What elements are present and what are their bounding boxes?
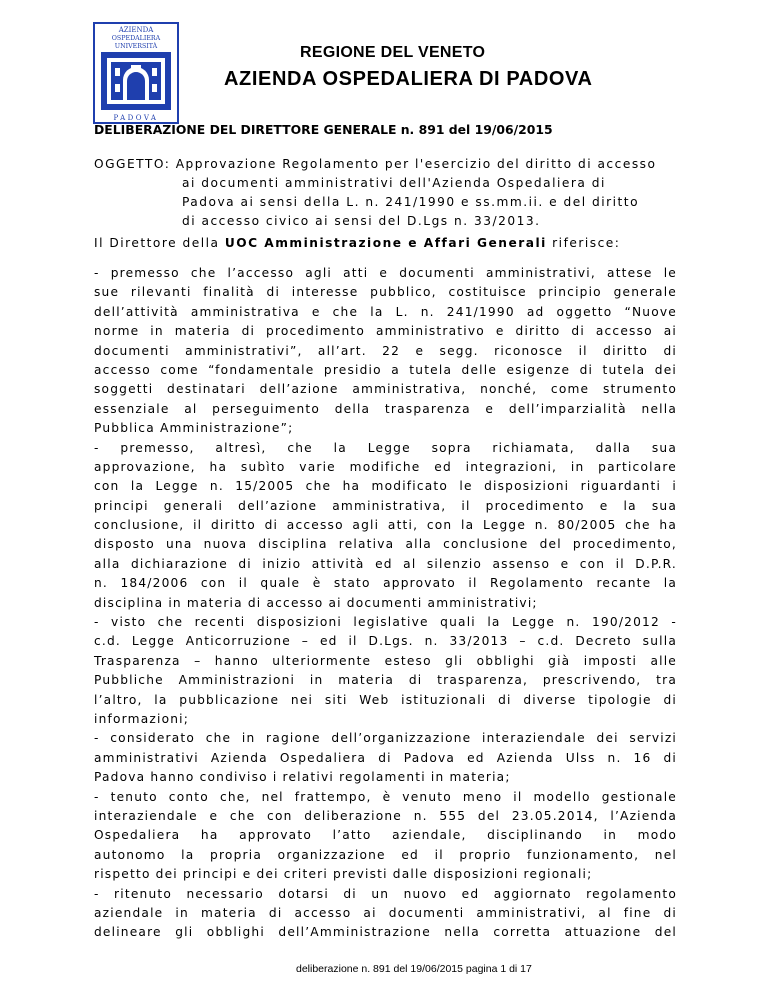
body-line: principi generali dell’azione amministrativa, il procedimento e la sua [94,498,677,513]
logo-text-line4: PADOVA [113,114,159,122]
body-text [94,264,677,943]
body-line: n. 184/2006 con il quale è stato approvato il Regolamento recante la [94,576,677,591]
body-line: approvazione, ha subìto varie modifiche ed integrazioni, in particolare [94,459,677,474]
hospital-logo [93,22,179,124]
body-line: - ritenuto necessario dotarsi di un nuovo ed aggiornato regolamento [94,886,677,901]
body-line: delineare gli obblighi dell’Amministrazione nella corretta attuazione del [94,925,677,940]
body-line: autonomo la propria organizzazione ed il proprio funzionamento, nel [94,847,677,862]
logo-text-line2: OSPEDALIERA [111,35,161,42]
body-line: conclusione, il diritto di accesso agli atti, con la Legge n. 80/2005 che ha [94,518,677,533]
subject-line: di accesso civico ai sensi del D.Lgs n. 33/2013. [182,214,541,228]
subject-line: OGGETTO: Approvazione Regolamento per l'esercizio del diritto di accesso [94,157,657,171]
subject-block [94,155,677,231]
body-line: accesso come “fondamentale presidio a tutela delle esigenze di tutela dei [94,362,677,377]
deliberation-title: DELIBERAZIONE DEL DIRETTORE GENERALE n. 891 del 19/06/2015 [94,122,553,137]
body-line: Padova hanno condiviso i relativi regolamenti in materia; [94,770,511,785]
body-line: rispetto dei principi e dei criteri previsti dalle disposizioni regionali; [94,867,593,882]
body-line: alla dichiarazione di inizio attività ed al silenzio assenso e con il D.P.R. [94,556,677,571]
intro-unit: UOC Amministrazione e Affari Generali [224,236,547,250]
body-line: - premesso che l’accesso agli atti e documenti amministrativi, attese le [94,266,677,280]
region-heading: REGIONE DEL VENETO [300,44,486,61]
logo-text-line3: UNIVERSITÀ [114,43,158,50]
body-line: disposto una nuova disciplina relativa alla conclusione del procedimento, [94,537,677,552]
intro-prefix: Il Direttore della [94,236,225,250]
body-line: con la Legge n. 15/2005 che ha modificato le disposizioni riguardanti i [94,479,677,494]
subject-line: ai documenti amministrativi dell'Azienda Ospedaliera di [182,176,606,190]
body-line: disciplina in materia di accesso ai documenti amministrativi; [94,595,538,610]
intro-suffix: riferisce: [546,236,621,250]
logo-text-line1: AZIENDA [118,26,154,34]
hospital-heading: AZIENDA OSPEDALIERA DI PADOVA [224,68,593,90]
body-line: dell’attività amministrativa e che la L. n. 241/1990 ad oggetto “Nuove [94,304,677,319]
body-line: l’altro, la pubblicazione nei siti Web istituzionali di diverse tipologie di [94,692,677,707]
body-line: documenti amministrativi”, all’art. 22 e segg. riconosce il diritto di [94,343,677,358]
page-footer: deliberazione n. 891 del 19/06/2015 pagina 1 di 17 [296,963,532,975]
body-line: aziendale in materia di accesso ai documenti amministrativi, al fine di [94,905,677,920]
body-line: interaziendale e che con deliberazione n. 555 del 23.05.2014, l’Azienda [94,808,677,823]
body-line: norme in materia di procedimento amministrativo e diritto di accesso ai [94,324,677,339]
body-line: Ospedaliera ha approvato l’atto aziendale, disciplinando in modo [94,828,677,843]
body-line: informazioni; [94,711,190,726]
body-line: - tenuto conto che, nel frattempo, è venuto meno il modello gestionale [94,789,677,804]
body-line: - visto che recenti disposizioni legislative quali la Legge n. 190/2012 - [94,615,677,630]
body-line: - considerato che in ragione dell’organizzazione interaziendale dei servizi [94,731,677,746]
body-line: amministrativi Azienda Ospedaliera di Padova ed Azienda Ulss n. 16 di [94,750,677,765]
body-line: - premesso, altresì, che la Legge sopra richiamata, dalla sua [94,440,677,455]
body-line: c.d. Legge Anticorruzione – ed il D.Lgs. n. 33/2013 – c.d. Decreto sulla [94,634,677,649]
body-line: sue rilevanti finalità di interesse pubblico, costituisce principio generale [94,285,677,300]
body-line: Pubbliche Amministrazioni in materia di trasparenza, prescrivendo, tra [94,673,677,688]
subject-line: Padova ai sensi della L. n. 241/1990 e ss.mm.ii. e del diritto [182,195,640,209]
body-line: Trasparenza – hanno ulteriormente esteso gli obblighi già imposti alle [94,653,677,668]
body-line: soggetti destinatari dell’azione amministrativa, nonché, come strumento [94,382,677,397]
body-line: essenziale al perseguimento della trasparenza e dell’imparzialità nella [94,401,677,416]
body-line: Pubblica Amministrazione”; [94,421,294,436]
intro-line [94,236,620,250]
